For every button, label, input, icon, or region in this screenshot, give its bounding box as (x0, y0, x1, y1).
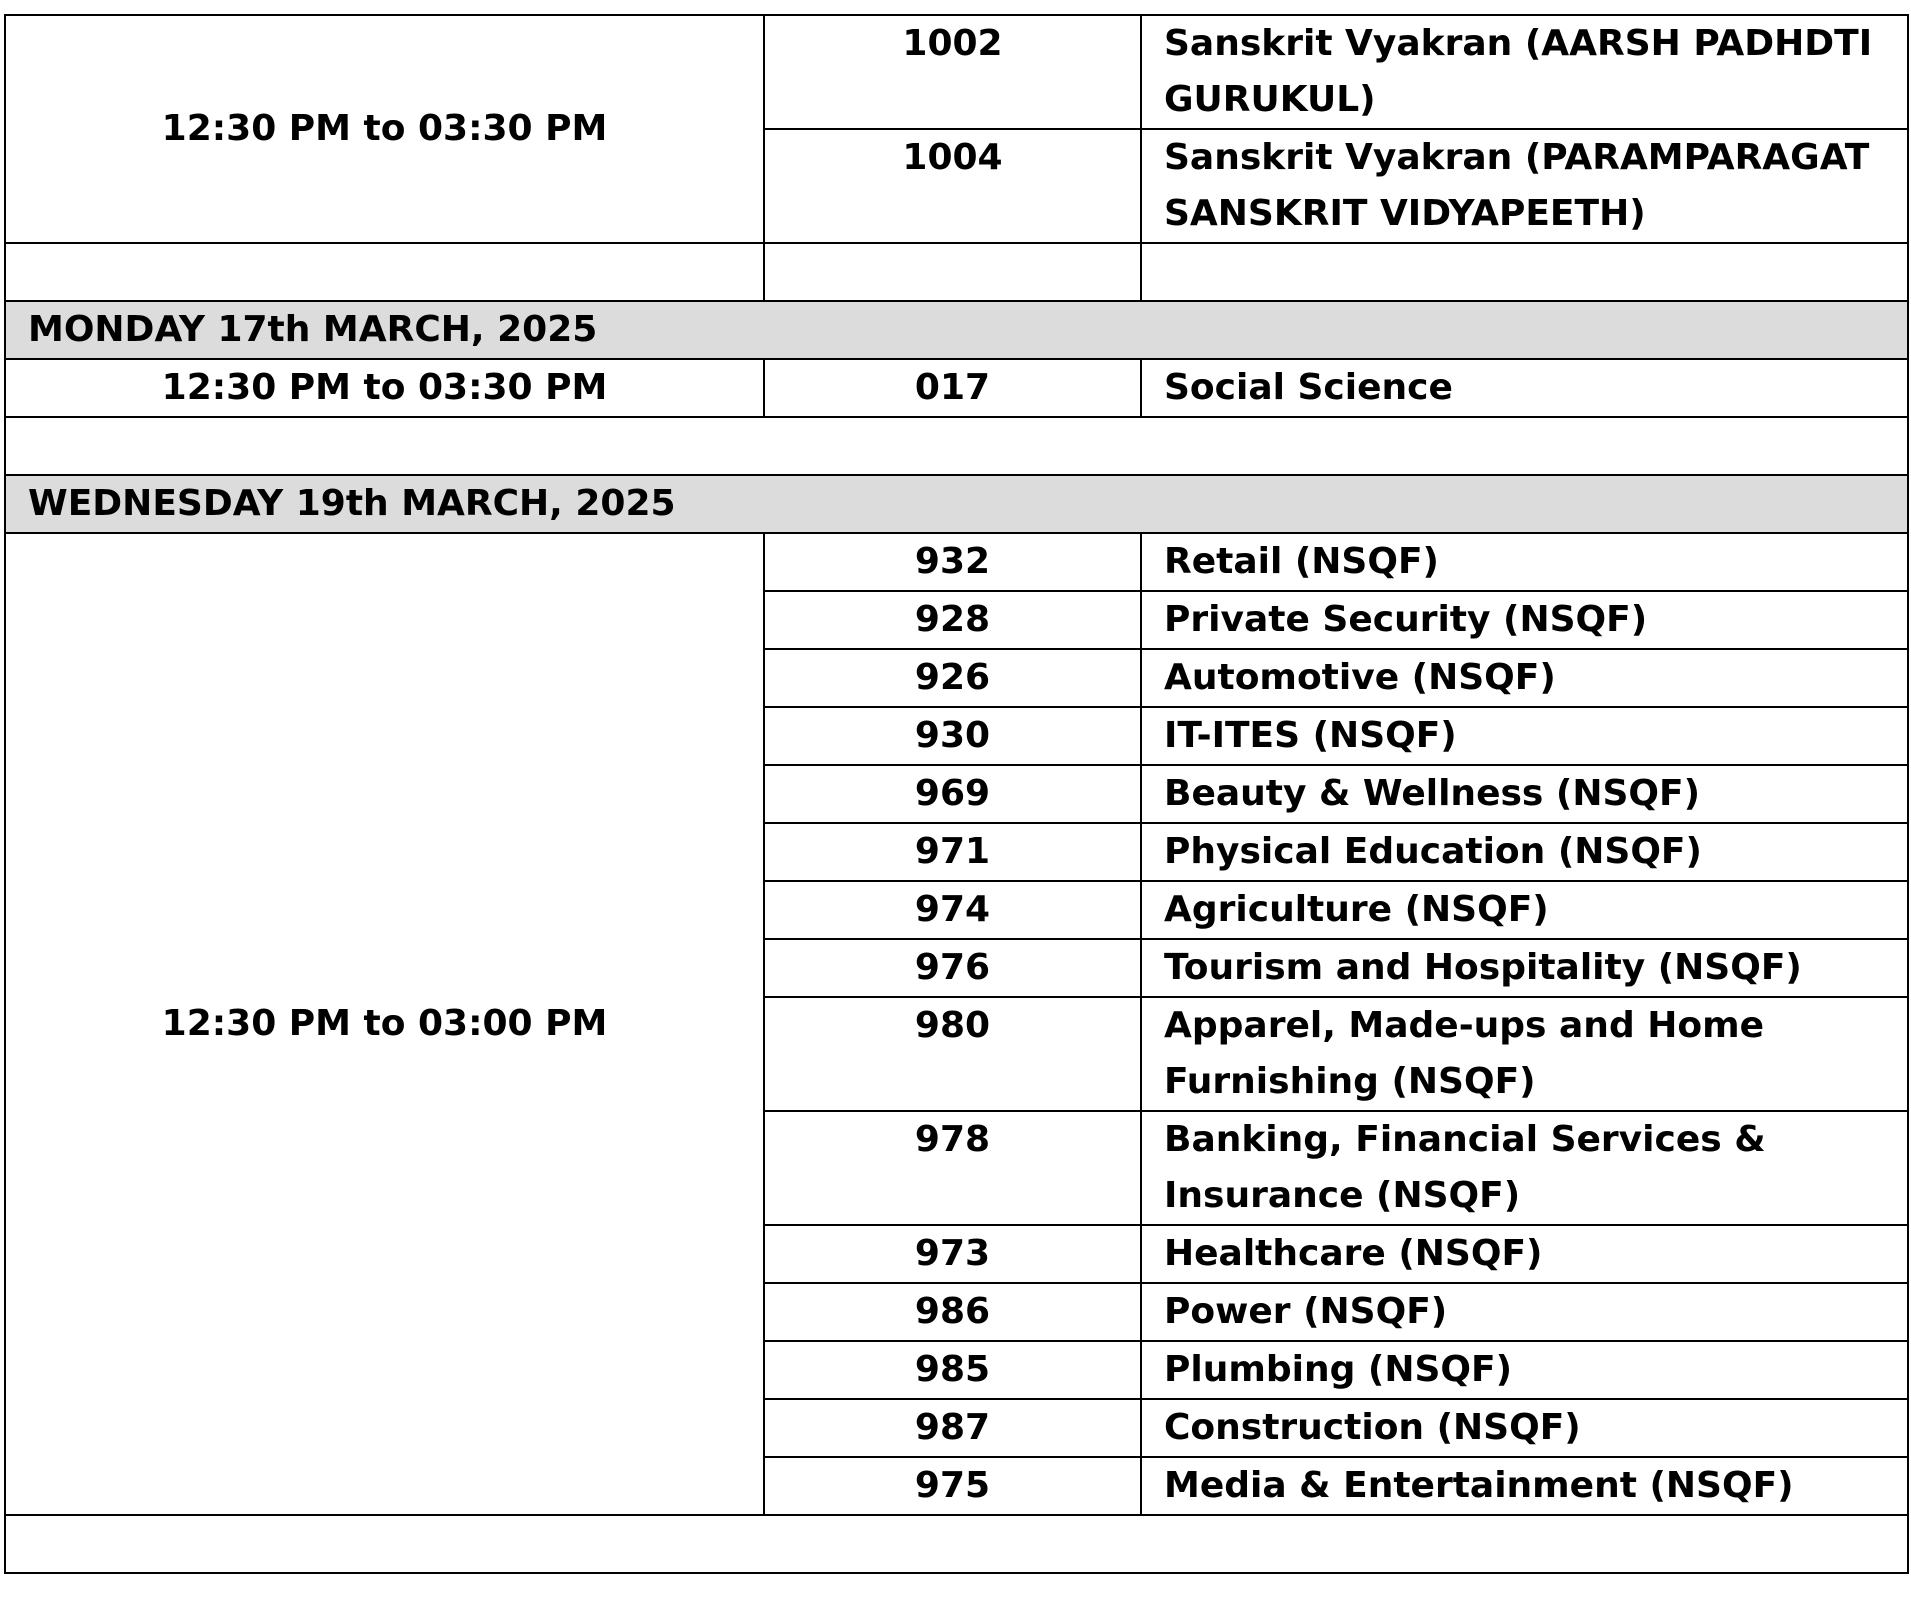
subject-code-cell: 976 (764, 939, 1141, 997)
subject-name-cell: Private Security (NSQF) (1141, 591, 1908, 649)
blank-cell (5, 1515, 1908, 1573)
subject-name-cell: Retail (NSQF) (1141, 533, 1908, 591)
subject-code-cell: 987 (764, 1399, 1141, 1457)
subject-name-cell: IT-ITES (NSQF) (1141, 707, 1908, 765)
table-row (5, 15, 1908, 129)
blank-cell (1141, 243, 1908, 301)
subject-code-cell: 969 (764, 765, 1141, 823)
subject-name-cell: Apparel, Made-ups and Home Furnishing (NSQF) (1141, 997, 1908, 1111)
blank-row (5, 243, 1908, 301)
subject-code-cell: 926 (764, 649, 1141, 707)
blank-cell (5, 243, 764, 301)
blank-cell (764, 243, 1141, 301)
subject-code-cell: 974 (764, 881, 1141, 939)
subject-code-cell: 017 (764, 359, 1141, 417)
date-header-row (5, 301, 1908, 359)
subject-code-cell: 975 (764, 1457, 1141, 1515)
subject-code-cell: 973 (764, 1225, 1141, 1283)
exam-schedule-table (4, 14, 1909, 1574)
time-slot-cell: 12:30 PM to 03:30 PM (5, 15, 764, 243)
date-header-monday: MONDAY 17th MARCH, 2025 (5, 301, 1908, 359)
table-row (5, 533, 1908, 591)
subject-name-cell: Sanskrit Vyakran (AARSH PADHDTI GURUKUL) (1141, 15, 1908, 129)
subject-name-cell: Sanskrit Vyakran (PARAMPARAGAT SANSKRIT VIDYAPEETH) (1141, 129, 1908, 243)
subject-name-cell: Power (NSQF) (1141, 1283, 1908, 1341)
subject-code-cell: 986 (764, 1283, 1141, 1341)
subject-name-cell: Plumbing (NSQF) (1141, 1341, 1908, 1399)
subject-code-cell: 930 (764, 707, 1141, 765)
blank-row (5, 1515, 1908, 1573)
blank-row (5, 417, 1908, 475)
subject-name-cell: Beauty & Wellness (NSQF) (1141, 765, 1908, 823)
subject-name-cell: Media & Entertainment (NSQF) (1141, 1457, 1908, 1515)
subject-code-cell: 980 (764, 997, 1141, 1111)
subject-code-cell: 971 (764, 823, 1141, 881)
table-row (5, 359, 1908, 417)
subject-name-cell: Automotive (NSQF) (1141, 649, 1908, 707)
subject-name-cell: Construction (NSQF) (1141, 1399, 1908, 1457)
blank-cell (5, 417, 1908, 475)
time-slot-cell: 12:30 PM to 03:00 PM (5, 533, 764, 1515)
subject-code-cell: 1002 (764, 15, 1141, 129)
subject-code-cell: 1004 (764, 129, 1141, 243)
subject-code-cell: 978 (764, 1111, 1141, 1225)
subject-code-cell: 928 (764, 591, 1141, 649)
subject-name-cell: Social Science (1141, 359, 1908, 417)
date-header-wednesday: WEDNESDAY 19th MARCH, 2025 (5, 475, 1908, 533)
subject-name-cell: Agriculture (NSQF) (1141, 881, 1908, 939)
time-slot-cell: 12:30 PM to 03:30 PM (5, 359, 764, 417)
subject-name-cell: Tourism and Hospitality (NSQF) (1141, 939, 1908, 997)
subject-name-cell: Healthcare (NSQF) (1141, 1225, 1908, 1283)
date-header-row (5, 475, 1908, 533)
subject-code-cell: 985 (764, 1341, 1141, 1399)
subject-name-cell: Physical Education (NSQF) (1141, 823, 1908, 881)
subject-code-cell: 932 (764, 533, 1141, 591)
subject-name-cell: Banking, Financial Services & Insurance (NSQF) (1141, 1111, 1908, 1225)
